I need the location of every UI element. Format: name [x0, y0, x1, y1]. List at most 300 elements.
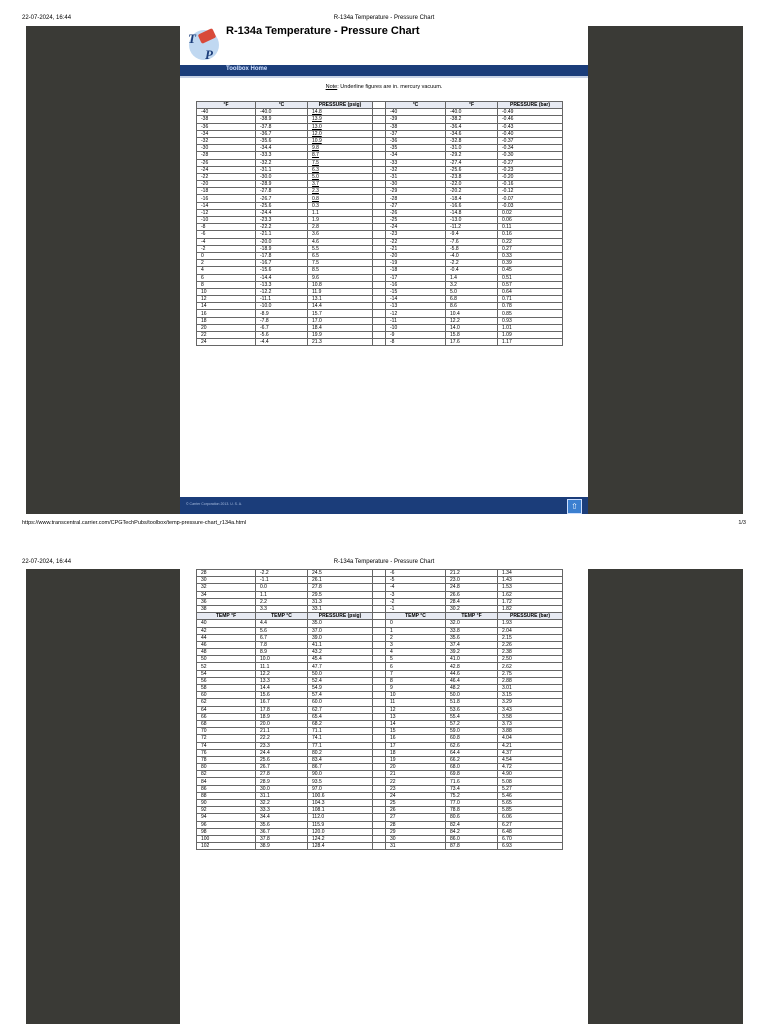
table-cell: 5.0	[446, 288, 498, 295]
table-cell: 5.08	[498, 778, 563, 785]
scroll-to-top-button[interactable]	[567, 499, 582, 514]
table-cell: 62	[197, 699, 256, 706]
column-header: °F	[446, 102, 498, 109]
table-cell: 18.4	[308, 324, 373, 331]
table-row	[197, 224, 563, 231]
table-cell: 15.8	[446, 332, 498, 339]
table-cell: 16	[386, 735, 446, 742]
table-cell: 17.0	[308, 317, 373, 324]
table-cell: 7.5	[308, 159, 373, 166]
table-cell: 14	[197, 303, 256, 310]
table-row	[197, 173, 563, 180]
table-cell: -30	[197, 145, 256, 152]
table-cell: -0.12	[498, 188, 563, 195]
table-row	[197, 670, 563, 677]
print-url[interactable]: https://www.transcentral.carrier.com/CPGTechPubs/toolbox/temp-pressure-chart_r134a.html	[22, 520, 247, 526]
table-row	[197, 649, 563, 656]
column-gap	[373, 116, 386, 123]
column-gap	[373, 317, 386, 324]
table-cell: 92	[197, 807, 256, 814]
table-cell: 80.2	[308, 749, 373, 756]
table-cell: -8	[386, 339, 446, 346]
column-header: °F	[197, 102, 256, 109]
table-cell: -0.20	[498, 173, 563, 180]
column-gap	[373, 195, 386, 202]
table-cell: 46.4	[446, 677, 498, 684]
table-cell: 42.8	[446, 663, 498, 670]
table-cell: 4.4	[256, 620, 308, 627]
table-cell: 83.4	[308, 756, 373, 763]
table-cell: -34.4	[256, 145, 308, 152]
table-cell: -0.16	[498, 181, 563, 188]
table-cell: 96	[197, 821, 256, 828]
table-cell: 53.6	[446, 706, 498, 713]
table-cell: -8	[197, 224, 256, 231]
table-cell: 2.2	[256, 598, 308, 605]
table-cell: 65.4	[308, 713, 373, 720]
table-header-row	[197, 613, 563, 620]
table-cell: -12	[197, 209, 256, 216]
table-cell: 52.4	[308, 677, 373, 684]
table-cell: 14.8	[308, 109, 373, 116]
table-cell: 74	[197, 742, 256, 749]
column-gap	[373, 728, 386, 735]
table-cell: -13.0	[446, 217, 498, 224]
toolbox-home-link[interactable]: Toolbox Home	[226, 66, 268, 72]
table-cell: 35.0	[308, 620, 373, 627]
column-gap	[373, 706, 386, 713]
table-cell: 71.6	[446, 778, 498, 785]
table-cell: -4	[197, 238, 256, 245]
table-cell: 5.27	[498, 785, 563, 792]
table-row	[197, 130, 563, 137]
table-row	[197, 641, 563, 648]
table-cell: -14	[197, 202, 256, 209]
column-gap	[373, 656, 386, 663]
table-cell: 1	[386, 627, 446, 634]
column-gap	[373, 756, 386, 763]
column-gap	[373, 598, 386, 605]
pressure-chart-table-page-1	[196, 101, 563, 346]
table-cell: -27	[386, 202, 446, 209]
table-cell: 2.8	[308, 224, 373, 231]
table-cell: 24.8	[446, 584, 498, 591]
table-cell: 31	[386, 843, 446, 850]
table-cell: 86	[197, 785, 256, 792]
table-cell: 75.2	[446, 792, 498, 799]
table-cell: -26.7	[256, 195, 308, 202]
nav-bar	[180, 65, 588, 78]
table-cell: -38	[386, 123, 446, 130]
table-cell: 71.1	[308, 728, 373, 735]
table-row	[197, 663, 563, 670]
table-cell: 0.27	[498, 245, 563, 252]
table-cell: 59.0	[446, 728, 498, 735]
table-cell: 48	[197, 649, 256, 656]
table-cell: 33.3	[256, 807, 308, 814]
table-row	[197, 260, 563, 267]
column-gap	[373, 274, 386, 281]
table-row	[197, 627, 563, 634]
table-cell: 1.43	[498, 577, 563, 584]
table-cell: -32.2	[256, 159, 308, 166]
table-cell: -7.8	[256, 317, 308, 324]
table-cell: 12	[386, 706, 446, 713]
page-number: 1/3	[738, 520, 746, 526]
column-gap	[373, 296, 386, 303]
table-cell: 57.2	[446, 720, 498, 727]
table-cell: 102	[197, 843, 256, 850]
table-cell: 120.0	[308, 828, 373, 835]
table-cell: 24.5	[308, 570, 373, 577]
table-cell: -34	[386, 152, 446, 159]
table-cell: 31.3	[308, 598, 373, 605]
table-row	[197, 620, 563, 627]
table-cell: 1.17	[498, 339, 563, 346]
column-gap	[373, 245, 386, 252]
table-row	[197, 677, 563, 684]
table-cell: -31	[386, 173, 446, 180]
table-cell: 2.62	[498, 663, 563, 670]
table-cell: 0.06	[498, 217, 563, 224]
table-cell: -16	[197, 195, 256, 202]
table-cell: 30	[197, 577, 256, 584]
table-cell: 6	[197, 274, 256, 281]
table-cell: 8	[386, 677, 446, 684]
table-cell: 84	[197, 778, 256, 785]
column-gap	[373, 252, 386, 259]
table-row	[197, 317, 563, 324]
table-cell: 87.8	[446, 843, 498, 850]
table-cell: 2.3	[308, 188, 373, 195]
table-cell: 80.6	[446, 814, 498, 821]
table-cell: 45.4	[308, 656, 373, 663]
table-cell: 104.3	[308, 800, 373, 807]
table-cell: 10.4	[446, 310, 498, 317]
table-cell: -24.4	[256, 209, 308, 216]
table-cell: 22	[386, 778, 446, 785]
table-row	[197, 209, 563, 216]
table-cell: 33.1	[308, 605, 373, 612]
table-cell: -12	[386, 310, 446, 317]
temperature-pressure-logo-icon[interactable]	[185, 28, 223, 62]
table-cell: 5.5	[308, 245, 373, 252]
table-cell: 28	[386, 821, 446, 828]
table-cell: -20.2	[446, 188, 498, 195]
table-row	[197, 288, 563, 295]
table-cell: 9.8	[308, 145, 373, 152]
table-row	[197, 835, 563, 842]
table-cell: 77.1	[308, 742, 373, 749]
table-cell: 20	[197, 324, 256, 331]
table-cell: -25.6	[256, 202, 308, 209]
table-cell: 21.1	[256, 728, 308, 735]
table-cell: 22	[197, 332, 256, 339]
table-row	[197, 109, 563, 116]
table-cell: 44	[197, 634, 256, 641]
table-cell: 0	[197, 252, 256, 259]
table-cell: 28	[197, 570, 256, 577]
column-gap	[373, 137, 386, 144]
table-cell: 16.7	[256, 699, 308, 706]
column-gap	[373, 641, 386, 648]
table-cell: 3.15	[498, 692, 563, 699]
print-date: 22-07-2024, 16:44	[22, 15, 72, 21]
column-gap	[373, 821, 386, 828]
table-cell: -10	[386, 324, 446, 331]
table-cell: 98	[197, 828, 256, 835]
table-cell: 128.4	[308, 843, 373, 850]
table-row	[197, 814, 563, 821]
table-cell: 66	[197, 713, 256, 720]
column-gap	[373, 735, 386, 742]
table-cell: -26	[386, 209, 446, 216]
column-gap	[373, 634, 386, 641]
table-row	[197, 137, 563, 144]
arrow-up-icon: ⇧	[571, 502, 578, 511]
table-cell: 3.2	[446, 281, 498, 288]
table-cell: 60.0	[308, 699, 373, 706]
table-cell: 17	[386, 742, 446, 749]
table-row	[197, 605, 563, 612]
table-cell: 6.27	[498, 821, 563, 828]
table-cell: 78.8	[446, 807, 498, 814]
table-cell: 6.3	[308, 166, 373, 173]
table-cell: -18	[386, 267, 446, 274]
table-row	[197, 324, 563, 331]
column-gap	[373, 152, 386, 159]
column-gap	[373, 181, 386, 188]
column-gap	[373, 627, 386, 634]
table-cell: 27.8	[308, 584, 373, 591]
table-cell: 18	[197, 317, 256, 324]
table-cell: 0.93	[498, 317, 563, 324]
table-row	[197, 188, 563, 195]
table-cell: 14	[386, 720, 446, 727]
print-title: R-134a Temperature - Pressure Chart	[333, 559, 435, 565]
table-cell: 30.2	[446, 605, 498, 612]
column-gap	[373, 584, 386, 591]
table-row	[197, 728, 563, 735]
table-cell: -29.2	[446, 152, 498, 159]
table-cell: 25	[386, 800, 446, 807]
table-row	[197, 195, 563, 202]
table-cell: 112.0	[308, 814, 373, 821]
table-row	[197, 843, 563, 850]
column-gap	[373, 332, 386, 339]
table-row	[197, 807, 563, 814]
table-cell: -6.7	[256, 324, 308, 331]
table-cell: 1.82	[498, 605, 563, 612]
table-cell: 10	[197, 288, 256, 295]
table-row	[197, 116, 563, 123]
table-cell: -20.0	[256, 238, 308, 245]
note-body: : Underline figures are in. mercury vacuum.	[337, 84, 443, 90]
copyright-text: © Carrier Corporation 2013. U. S. A.	[186, 502, 243, 506]
table-cell: 2.04	[498, 627, 563, 634]
table-row	[197, 217, 563, 224]
table-cell: -18.9	[256, 245, 308, 252]
table-cell: -7.6	[446, 238, 498, 245]
table-cell: 22.2	[256, 735, 308, 742]
table-cell: -34.6	[446, 130, 498, 137]
table-cell: 6.5	[308, 252, 373, 259]
column-gap	[373, 202, 386, 209]
table-cell: 7	[386, 670, 446, 677]
table-cell: 35.6	[256, 821, 308, 828]
right-sidebar-page-1	[588, 26, 743, 514]
table-cell: 62.6	[446, 742, 498, 749]
table-cell: 32.2	[256, 800, 308, 807]
table-row	[197, 152, 563, 159]
table-cell: 108.1	[308, 807, 373, 814]
table-cell: 4	[197, 267, 256, 274]
table-cell: 54.9	[308, 685, 373, 692]
table-cell: 26.6	[446, 591, 498, 598]
column-gap	[373, 130, 386, 137]
table-cell: 6	[386, 663, 446, 670]
table-cell: 0.16	[498, 231, 563, 238]
table-cell: 82	[197, 771, 256, 778]
table-cell: -35	[386, 145, 446, 152]
table-cell: -4.4	[256, 339, 308, 346]
table-cell: 1.53	[498, 584, 563, 591]
table-cell: -32.8	[446, 137, 498, 144]
pressure-chart-table-page-2	[196, 569, 563, 850]
table-row	[197, 245, 563, 252]
table-cell: 1.1	[256, 591, 308, 598]
table-cell: -34	[197, 130, 256, 137]
table-cell: -16	[386, 281, 446, 288]
table-cell: 11	[386, 699, 446, 706]
note-label: Note	[325, 84, 338, 90]
table-cell: -0.49	[498, 109, 563, 116]
column-gap	[373, 591, 386, 598]
print-header-page-1	[0, 12, 768, 24]
table-cell: 54	[197, 670, 256, 677]
table-row	[197, 656, 563, 663]
table-cell: -27.8	[256, 188, 308, 195]
table-cell: 4.90	[498, 771, 563, 778]
table-row	[197, 231, 563, 238]
table-cell: -36	[386, 137, 446, 144]
column-gap	[373, 620, 386, 627]
column-header: PRESSURE (psig)	[308, 613, 373, 620]
column-gap	[373, 570, 386, 577]
table-row	[197, 274, 563, 281]
table-cell: -0.30	[498, 152, 563, 159]
table-cell: -14	[386, 296, 446, 303]
table-cell: 0.8	[308, 195, 373, 202]
table-cell: 37.8	[256, 835, 308, 842]
table-cell: -40	[386, 109, 446, 116]
table-cell: -36.4	[446, 123, 498, 130]
table-cell: 3.7	[308, 181, 373, 188]
table-row	[197, 785, 563, 792]
table-cell: -28	[197, 152, 256, 159]
table-cell: 12.2	[256, 670, 308, 677]
column-header: °C	[256, 102, 308, 109]
table-cell: 4.04	[498, 735, 563, 742]
table-cell: 12	[197, 296, 256, 303]
table-cell: -30	[386, 181, 446, 188]
column-header: TEMP °C	[386, 613, 446, 620]
table-cell: 90	[197, 800, 256, 807]
table-cell: 4.6	[308, 238, 373, 245]
table-row	[197, 828, 563, 835]
table-cell: 0.85	[498, 310, 563, 317]
table-cell: -35.6	[256, 137, 308, 144]
table-cell: 29	[386, 828, 446, 835]
table-cell: -29	[386, 188, 446, 195]
table-cell: 68.2	[308, 720, 373, 727]
table-cell: 27	[386, 814, 446, 821]
table-cell: -2.2	[256, 570, 308, 577]
table-cell: 37.0	[308, 627, 373, 634]
table-cell: 32.0	[446, 620, 498, 627]
table-cell: -2	[386, 598, 446, 605]
table-cell: -2	[197, 245, 256, 252]
table-cell: -18.4	[446, 195, 498, 202]
table-cell: 78	[197, 756, 256, 763]
table-cell: 29.5	[308, 591, 373, 598]
table-cell: 5.6	[256, 627, 308, 634]
table-cell: -31.0	[446, 145, 498, 152]
table-cell: -11.2	[446, 224, 498, 231]
table-cell: 124.2	[308, 835, 373, 842]
table-cell: -5.8	[446, 245, 498, 252]
table-cell: 97.0	[308, 785, 373, 792]
table-cell: 8.5	[308, 267, 373, 274]
table-cell: 64	[197, 706, 256, 713]
table-cell: 3.43	[498, 706, 563, 713]
table-row	[197, 742, 563, 749]
table-cell: 0.39	[498, 260, 563, 267]
table-cell: 14.4	[256, 685, 308, 692]
table-cell: -23.3	[256, 217, 308, 224]
table-cell: 20.0	[256, 720, 308, 727]
table-cell: 10.8	[308, 281, 373, 288]
table-cell: -38.9	[256, 116, 308, 123]
table-cell: -17	[386, 274, 446, 281]
table-cell: 17.6	[446, 339, 498, 346]
table-cell: 4	[386, 649, 446, 656]
table-row	[197, 634, 563, 641]
table-cell: 3	[386, 641, 446, 648]
table-row	[197, 771, 563, 778]
table-cell: 82.4	[446, 821, 498, 828]
table-cell: 0.51	[498, 274, 563, 281]
table-cell: 86.0	[446, 835, 498, 842]
table-cell: 3.58	[498, 713, 563, 720]
table-cell: 115.9	[308, 821, 373, 828]
table-cell: 13.1	[308, 296, 373, 303]
column-gap	[373, 771, 386, 778]
table-cell: -0.03	[498, 202, 563, 209]
table-cell: 1.9	[308, 217, 373, 224]
table-cell: 6.7	[256, 634, 308, 641]
column-gap	[373, 670, 386, 677]
table-row	[197, 821, 563, 828]
column-header: TEMP °C	[256, 613, 308, 620]
table-cell: 84.2	[446, 828, 498, 835]
table-cell: -0.23	[498, 166, 563, 173]
column-gap	[373, 217, 386, 224]
table-cell: 43.2	[308, 649, 373, 656]
table-cell: 51.8	[446, 699, 498, 706]
table-cell: 23	[386, 785, 446, 792]
table-cell: 36.7	[256, 828, 308, 835]
